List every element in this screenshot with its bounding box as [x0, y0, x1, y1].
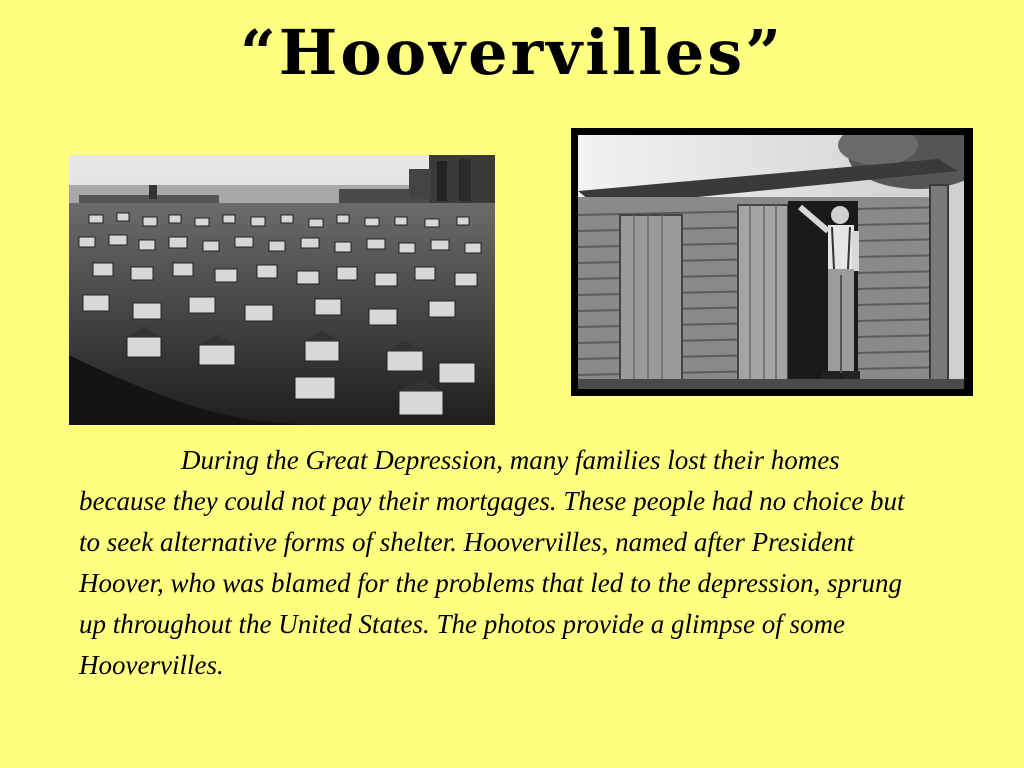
description-text: During the Great Depression, many families lost their homes because they could not pay their mortgages. These people had no choice but to seek alternative forms of shelter. Hoovervilles, named after President Hoover, who was blamed for the problems that led to the depression, sprung up throughout the United States. The photos provide a glimpse of some Hoovervilles.: [79, 445, 905, 680]
slide-title: “Hoovervilles”: [240, 16, 784, 89]
description-paragraph: [79, 440, 909, 686]
shack-doorway-photo: [571, 128, 973, 396]
shantytown-photo: [69, 155, 495, 425]
